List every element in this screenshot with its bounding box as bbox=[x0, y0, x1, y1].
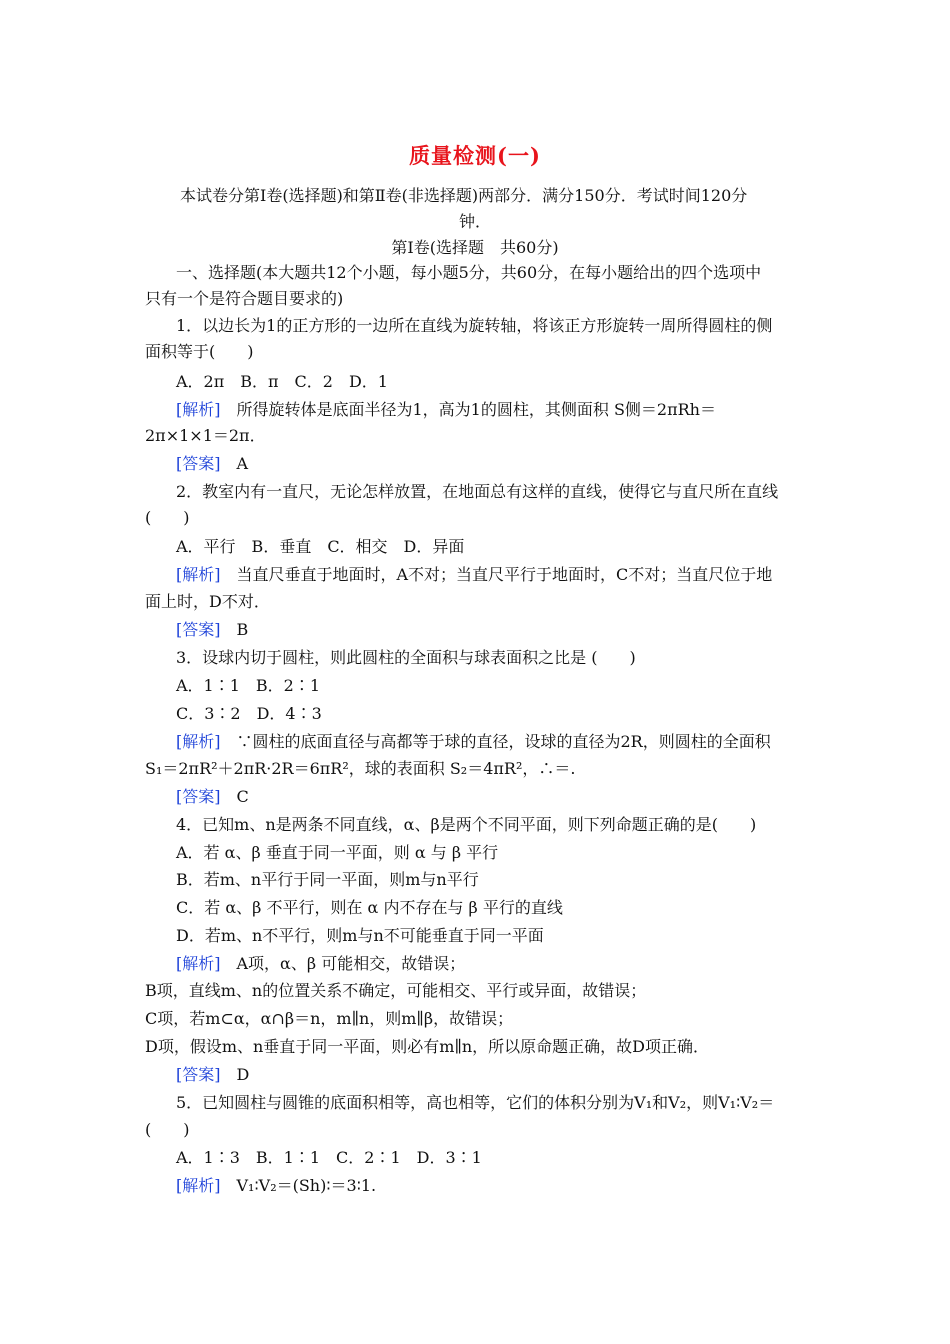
question-options: B．若m、n平行于同一平面，则m与n平行 bbox=[176, 870, 479, 889]
analysis-text: ∵圆柱的底面直径与高都等于球的直径，设球的直径为2R，则圆柱的全面积 bbox=[236, 732, 771, 751]
question-options: A．若 α、β 垂直于同一平面，则 α 与 β 平行 bbox=[176, 843, 499, 862]
question-stem: 1．以边长为1的正方形的一边所在直线为旋转轴，将该正方形旋转一周所得圆柱的侧 bbox=[176, 316, 773, 335]
analysis-text: D项，假设m、n垂直于同一平面，则必有m∥n，所以原命题正确，故D项正确． bbox=[145, 1037, 710, 1056]
question-options: C．3∶2 D．4∶3 bbox=[176, 704, 322, 723]
analysis-tag: [解析] bbox=[176, 1176, 221, 1195]
question-stem: 面积等于( ) bbox=[145, 342, 254, 361]
answer-value: A bbox=[236, 454, 249, 473]
answer-tag: [答案] bbox=[176, 620, 221, 639]
analysis-text: 2π×1×1＝2π． bbox=[145, 426, 266, 445]
analysis-line bbox=[176, 732, 771, 752]
answer-value: B bbox=[236, 620, 249, 639]
analysis-line bbox=[176, 954, 465, 974]
analysis-text: C项，若m⊂α，α∩β＝n，m∥n，则m∥β，故错误； bbox=[145, 1009, 514, 1028]
answer-line bbox=[176, 454, 248, 474]
answer-value: D bbox=[236, 1065, 250, 1084]
analysis-tag: [解析] bbox=[176, 565, 221, 584]
question-options: A．1∶3 B．1∶1 C．2∶1 D．3∶1 bbox=[176, 1148, 482, 1167]
question-options: A．平行 B．垂直 C．相交 D．异面 bbox=[176, 537, 465, 556]
analysis-line bbox=[176, 400, 716, 420]
analysis-tag: [解析] bbox=[176, 954, 221, 973]
intro-line: 本试卷分第Ⅰ卷(选择题)和第Ⅱ卷(非选择题)两部分．满分150分．考试时间120分 bbox=[180, 186, 748, 205]
analysis-text: V₁∶V₂＝(Sh)∶＝3∶1. bbox=[236, 1176, 377, 1195]
part-heading: 第Ⅰ卷(选择题 共60分) bbox=[391, 238, 559, 257]
answer-tag: [答案] bbox=[176, 1065, 221, 1084]
analysis-line bbox=[176, 1176, 376, 1196]
analysis-text: 所得旋转体是底面半径为1，高为1的圆柱，其侧面积 S侧＝2πRh＝ bbox=[236, 400, 716, 419]
analysis-text: A项，α、β 可能相交，故错误； bbox=[236, 954, 466, 973]
question-stem: 4．已知m、n是两条不同直线，α、β是两个不同平面，则下列命题正确的是( ) bbox=[176, 815, 757, 834]
intro-line: 钟． bbox=[458, 212, 491, 231]
analysis-text: 当直尺垂直于地面时，A不对；当直尺平行于地面时，C不对；当直尺位于地 bbox=[236, 565, 773, 584]
answer-value: C bbox=[236, 787, 249, 806]
question-options: D．若m、n不平行，则m与n不可能垂直于同一平面 bbox=[176, 926, 544, 945]
analysis-tag: [解析] bbox=[176, 732, 221, 751]
answer-tag: [答案] bbox=[176, 787, 221, 806]
answer-tag: [答案] bbox=[176, 454, 221, 473]
question-options: C．若 α、β 不平行，则在 α 内不存在与 β 平行的直线 bbox=[176, 898, 563, 917]
document-title: 质量检测(一) bbox=[409, 143, 541, 168]
answer-line bbox=[176, 1065, 249, 1085]
answer-line bbox=[176, 787, 249, 807]
analysis-tag: [解析] bbox=[176, 400, 221, 419]
question-options: A．2π B．π C．2 D．1 bbox=[176, 372, 388, 391]
section-heading: 一、选择题(本大题共12个小题，每小题5分，共60分，在每小题给出的四个选项中 bbox=[176, 263, 762, 282]
question-stem: ( ) bbox=[145, 1120, 190, 1139]
question-options: A．1∶1 B．2∶1 bbox=[176, 676, 321, 695]
analysis-line bbox=[176, 565, 772, 585]
question-stem: 2．教室内有一直尺，无论怎样放置，在地面总有这样的直线，使得它与直尺所在直线 bbox=[176, 482, 779, 501]
question-stem: ( ) bbox=[145, 508, 190, 527]
analysis-text: S₁＝2πR²＋2πR·2R＝6πR²，球的表面积 S₂＝4πR²，∴＝. bbox=[145, 759, 576, 778]
answer-line bbox=[176, 620, 248, 640]
analysis-text: B项，直线m、n的位置关系不确定，可能相交、平行或异面，故错误； bbox=[145, 981, 647, 1000]
analysis-text: 面上时，D不对． bbox=[145, 592, 270, 611]
question-stem: 5．已知圆柱与圆锥的底面积相等，高也相等，它们的体积分别为V₁和V₂，则V₁∶V₂＝ bbox=[176, 1093, 775, 1112]
section-heading: 只有一个是符合题目要求的) bbox=[145, 289, 344, 308]
question-stem: 3．设球内切于圆柱，则此圆柱的全面积与球表面积之比是 ( ) bbox=[176, 648, 636, 667]
